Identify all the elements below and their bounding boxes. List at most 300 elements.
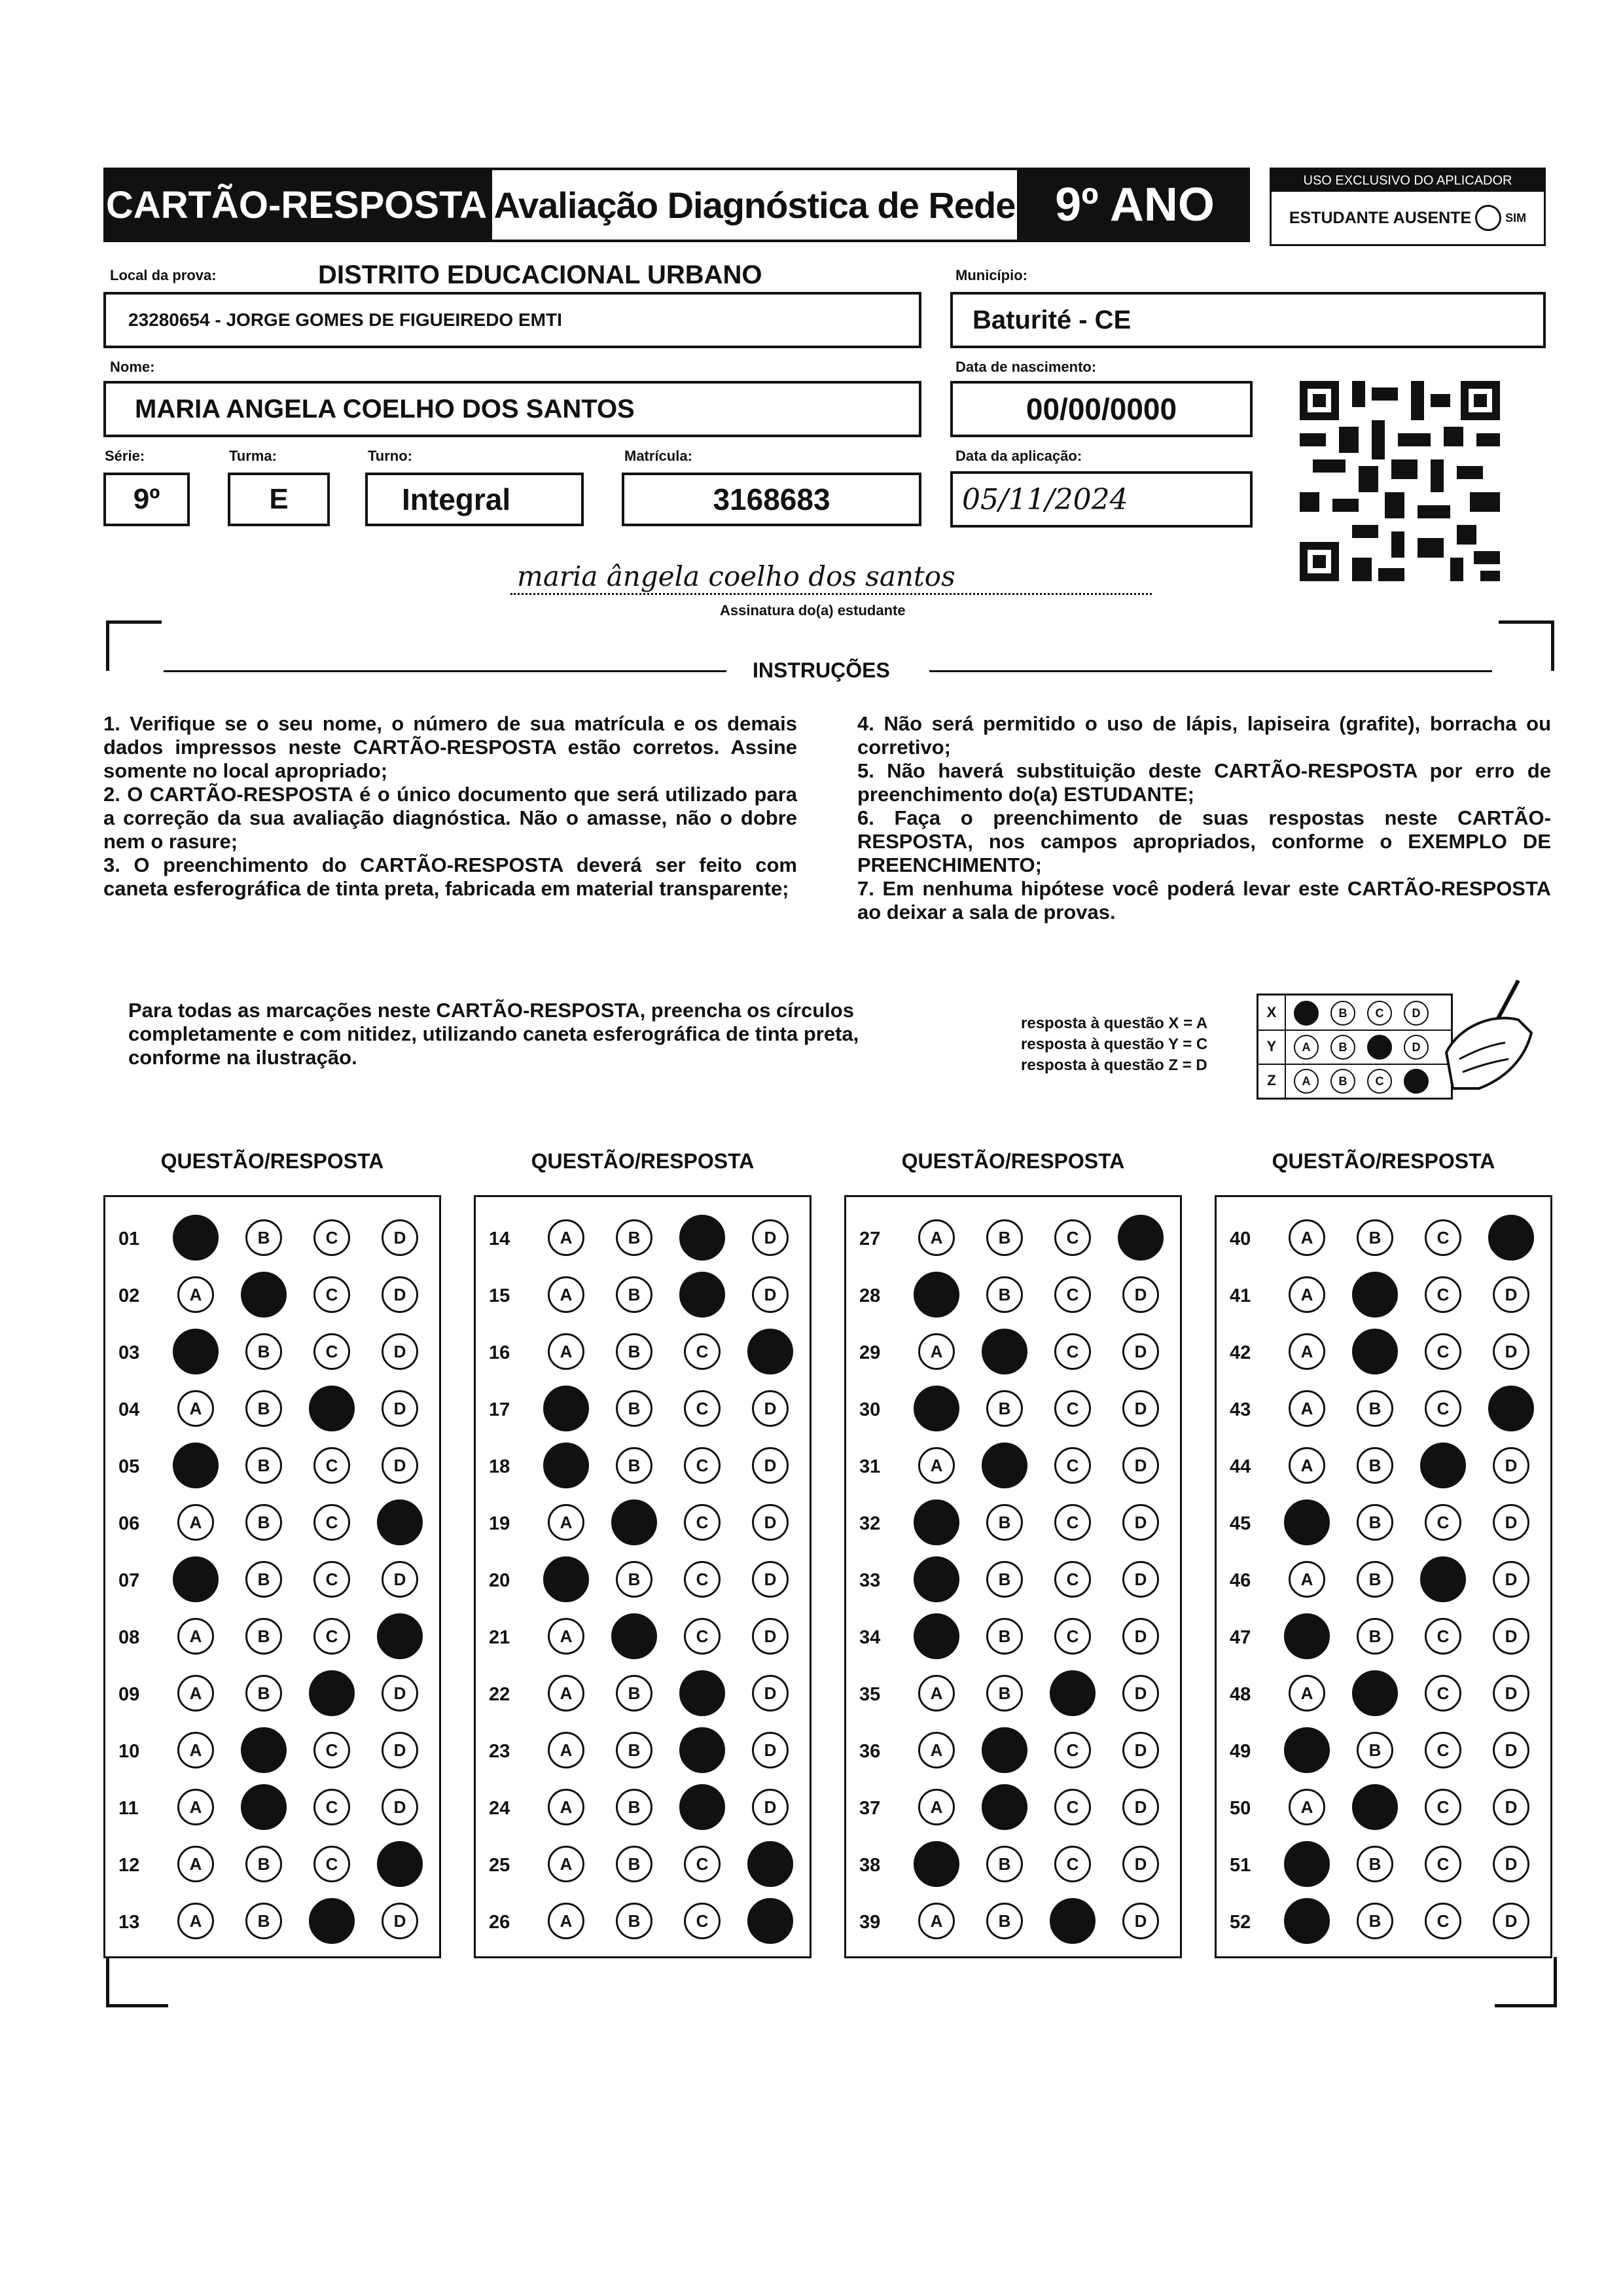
answer-bubble-a[interactable]: A [918,1219,955,1256]
answer-bubble-d[interactable]: D [1493,1561,1529,1598]
answer-bubble-d[interactable]: D [752,1789,789,1825]
answer-bubble-a[interactable]: A [918,1789,955,1825]
answer-bubble-b[interactable]: B [245,1333,282,1370]
answer-bubble-d[interactable]: D [1493,1675,1529,1712]
answer-bubble-d[interactable]: D [382,1789,418,1825]
applicator-box [1270,168,1546,246]
answer-bubble-d[interactable]: D [752,1561,789,1598]
column-header: QUESTÃO/RESPOSTA [901,1149,1125,1173]
answer-bubble-d[interactable]: D [377,1499,423,1545]
answer-bubble-d[interactable]: D [382,1561,418,1598]
answer-bubble-d[interactable]: D [1493,1903,1529,1939]
answer-bubble-b[interactable]: B [1357,1903,1393,1939]
answer-bubble-c[interactable]: C [1425,1219,1461,1256]
question-number: 50 [1230,1798,1251,1819]
answer-bubble-b[interactable]: B [1352,1784,1398,1830]
answer-bubble-c[interactable]: C [684,1846,721,1882]
answer-row [105,1789,439,1828]
answer-bubble-c[interactable]: C [313,1276,350,1313]
answer-bubble-b[interactable]: B [1357,1504,1393,1541]
answer-bubble-d[interactable]: D [1493,1447,1529,1484]
absent-row [1272,192,1544,244]
answer-row [846,1390,1180,1429]
answer-bubble-a[interactable]: A [548,1504,584,1541]
answer-bubble-d[interactable]: D [1122,1846,1159,1882]
answer-bubble-c[interactable]: C [313,1219,350,1256]
question-number: 26 [489,1912,510,1933]
answer-row [1217,1561,1550,1600]
answer-bubble-d[interactable]: D [1493,1504,1529,1541]
answer-bubble-d[interactable]: D [752,1732,789,1768]
answer-bubble-b[interactable]: B [616,1333,652,1370]
answer-bubble-d[interactable]: D [1122,1390,1159,1427]
answer-row [846,1504,1180,1543]
answer-bubble-b[interactable]: B [611,1613,657,1659]
answer-bubble-a[interactable]: A [914,1386,959,1431]
question-number: 02 [118,1285,140,1306]
answer-bubble-b[interactable]: B [986,1504,1023,1541]
answer-bubble-a[interactable]: A [548,1219,584,1256]
answer-bubble-c[interactable]: C [1054,1846,1091,1882]
answer-bubble-b[interactable]: B [616,1276,652,1313]
instructions-rule-left [164,670,726,672]
answer-column-2 [474,1195,812,1958]
answer-bubble-b[interactable]: B [982,1329,1027,1374]
answer-bubble-d[interactable]: D [1493,1789,1529,1825]
answer-bubble-c[interactable]: C [1425,1903,1461,1939]
answer-bubble-a[interactable]: A [177,1789,214,1825]
question-number: 11 [118,1798,139,1819]
answer-bubble-a[interactable]: A [177,1390,214,1427]
answer-row [846,1219,1180,1259]
answer-bubble-a[interactable]: A [1289,1276,1325,1313]
answer-bubble-a[interactable]: A [918,1732,955,1768]
answer-bubble-d[interactable]: D [382,1675,418,1712]
answer-bubble-c[interactable]: C [1054,1732,1091,1768]
answer-bubble-b[interactable]: B [245,1618,282,1655]
question-number: 36 [859,1741,881,1762]
answer-bubble-a[interactable]: A [177,1504,214,1541]
answer-bubble-a[interactable]: A [914,1499,959,1545]
answer-bubble-a[interactable]: A [1284,1613,1330,1659]
question-number: 38 [859,1855,881,1876]
answer-bubble-b[interactable]: B [1352,1670,1398,1716]
answer-bubble-b[interactable]: B [616,1447,652,1484]
answer-bubble-c[interactable]: C [684,1504,721,1541]
answer-bubble-d[interactable]: D [752,1618,789,1655]
answer-bubble-b[interactable]: B [982,1727,1027,1773]
answer-bubble-c[interactable]: C [679,1272,725,1318]
answer-bubble-c[interactable]: C [313,1732,350,1768]
question-number: 34 [859,1627,881,1648]
answer-bubble-b[interactable]: B [616,1789,652,1825]
answer-bubble-a[interactable]: A [173,1329,219,1374]
question-number: 18 [489,1456,510,1477]
question-number: 32 [859,1513,881,1534]
answer-row [846,1618,1180,1657]
answer-bubble-a[interactable]: A [1284,1841,1330,1887]
answer-row [1217,1789,1550,1828]
answer-bubble-d[interactable]: D [752,1276,789,1313]
question-number: 09 [118,1684,140,1705]
answer-bubble-d[interactable]: D [747,1898,793,1944]
pen-hand-illustration [1407,974,1538,1105]
answer-bubble-c[interactable]: C [1425,1732,1461,1768]
answer-bubble-d[interactable]: D [1488,1215,1534,1261]
answer-bubble-c[interactable]: C [1425,1333,1461,1370]
answer-bubble-c[interactable]: C [1054,1390,1091,1427]
answer-bubble-c[interactable]: C [313,1447,350,1484]
answer-bubble-d[interactable]: D [1122,1561,1159,1598]
question-number: 22 [489,1684,510,1705]
answer-bubble-a[interactable]: A [1289,1333,1325,1370]
answer-bubble-a[interactable]: A [548,1846,584,1882]
answer-row [1217,1846,1550,1885]
corner-mark-top-left [106,620,162,671]
question-number: 46 [1230,1570,1251,1591]
answer-row [476,1447,810,1486]
qr-code [1300,381,1500,581]
answer-bubble-a[interactable]: A [548,1276,584,1313]
answer-bubble-d[interactable]: D [1118,1215,1164,1261]
answer-row [105,1561,439,1600]
answer-bubble-b[interactable]: B [1357,1390,1393,1427]
answer-bubble-c[interactable]: C [309,1670,355,1716]
answer-bubble-d[interactable]: D [1122,1903,1159,1939]
answer-bubble-a[interactable]: A [1289,1219,1325,1256]
example-bubble-a: A [1294,1001,1319,1026]
answer-bubble-d[interactable]: D [752,1219,789,1256]
answer-bubble-c[interactable]: C [1425,1618,1461,1655]
answer-bubble-a[interactable]: A [173,1443,219,1488]
answer-bubble-b[interactable]: B [245,1219,282,1256]
answer-bubble-b[interactable]: B [616,1846,652,1882]
answer-bubble-b[interactable]: B [611,1499,657,1545]
answer-bubble-a[interactable]: A [543,1443,589,1488]
answer-row [105,1846,439,1885]
answer-bubble-b[interactable]: B [616,1903,652,1939]
answer-bubble-c[interactable]: C [1425,1846,1461,1882]
answer-bubble-c[interactable]: C [1050,1898,1096,1944]
answer-bubble-b[interactable]: B [986,1561,1023,1598]
answer-row [846,1903,1180,1942]
answer-bubble-a[interactable]: A [1284,1898,1330,1944]
matricula-field: 3168683 [622,473,921,526]
answer-bubble-b[interactable]: B [1357,1561,1393,1598]
answer-bubble-c[interactable]: C [313,1561,350,1598]
answer-bubble-c[interactable]: C [1425,1276,1461,1313]
answer-row [1217,1675,1550,1714]
answer-bubble-a[interactable]: A [177,1846,214,1882]
answer-bubble-a[interactable]: A [173,1215,219,1261]
answer-bubble-a[interactable]: A [177,1903,214,1939]
answer-bubble-b[interactable]: B [986,1903,1023,1939]
answer-bubble-c[interactable]: C [313,1618,350,1655]
answer-bubble-d[interactable]: D [382,1447,418,1484]
answer-bubble-c[interactable]: C [684,1561,721,1598]
answer-bubble-d[interactable]: D [382,1276,418,1313]
answer-bubble-d[interactable]: D [1488,1386,1534,1431]
answer-bubble-b[interactable]: B [1357,1219,1393,1256]
answer-bubble-d[interactable]: D [1493,1618,1529,1655]
answer-bubble-d[interactable]: D [1122,1789,1159,1825]
answer-bubble-d[interactable]: D [1122,1504,1159,1541]
answer-bubble-c[interactable]: C [1054,1219,1091,1256]
answer-row [476,1504,810,1543]
answer-bubble-b[interactable]: B [616,1732,652,1768]
answer-bubble-d[interactable]: D [377,1613,423,1659]
answer-bubble-a[interactable]: A [548,1903,584,1939]
answer-bubble-b[interactable]: B [241,1272,287,1318]
answer-bubble-a[interactable]: A [548,1789,584,1825]
nasc-field: 00/00/0000 [950,381,1253,437]
question-number: 24 [489,1798,510,1819]
answer-bubble-c[interactable]: C [1420,1443,1466,1488]
answer-bubble-b[interactable]: B [1357,1618,1393,1655]
example-question-label: Y [1258,1030,1286,1064]
question-number: 37 [859,1798,881,1819]
answer-bubble-a[interactable]: A [918,1447,955,1484]
answer-bubble-a[interactable]: A [914,1841,959,1887]
answer-row [1217,1447,1550,1486]
answer-bubble-c[interactable]: C [684,1333,721,1370]
answer-bubble-c[interactable]: C [309,1386,355,1431]
question-number: 45 [1230,1513,1251,1534]
answer-bubble-c[interactable]: C [1050,1670,1096,1716]
corner-mark-top-right [1499,620,1554,671]
answer-bubble-b[interactable]: B [986,1390,1023,1427]
local-label: Local da prova: [110,267,217,283]
answer-bubble-b[interactable]: B [986,1675,1023,1712]
answer-bubble-c[interactable]: C [309,1898,355,1944]
answer-bubble-b[interactable]: B [986,1846,1023,1882]
answer-bubble-a[interactable]: A [1289,1390,1325,1427]
question-number: 40 [1230,1229,1251,1249]
answer-bubble-a[interactable]: A [548,1675,584,1712]
answer-bubble-a[interactable]: A [548,1732,584,1768]
example-bubble-b: B [1330,1069,1355,1094]
answer-bubble-c[interactable]: C [684,1390,721,1427]
answer-bubble-d[interactable]: D [1493,1333,1529,1370]
answer-bubble-a[interactable]: A [177,1675,214,1712]
answer-bubble-a[interactable]: A [173,1556,219,1602]
answer-bubble-d[interactable]: D [1122,1447,1159,1484]
answer-bubble-c[interactable]: C [684,1618,721,1655]
answer-bubble-c[interactable]: C [1425,1504,1461,1541]
answer-bubble-b[interactable]: B [245,1675,282,1712]
answer-bubble-a[interactable]: A [177,1618,214,1655]
answer-bubble-d[interactable]: D [382,1732,418,1768]
answer-bubble-c[interactable]: C [313,1789,350,1825]
answer-bubble-b[interactable]: B [616,1675,652,1712]
example-bubble-c: C [1367,1035,1392,1060]
question-number: 20 [489,1570,510,1591]
example-bubble-a: A [1294,1035,1319,1060]
answer-row [476,1618,810,1657]
answer-column-4 [1215,1195,1552,1958]
answer-bubble-c[interactable]: C [1054,1561,1091,1598]
answer-bubble-a[interactable]: A [1289,1447,1325,1484]
answer-bubble-a[interactable]: A [548,1618,584,1655]
matricula-label: Matrícula: [624,448,692,464]
answer-bubble-d[interactable]: D [1493,1732,1529,1768]
question-number: 01 [118,1229,140,1249]
answer-bubble-b[interactable]: B [1352,1329,1398,1374]
instructions-right [857,712,1551,924]
answer-bubble-a[interactable]: A [543,1386,589,1431]
instructions-left [103,712,797,901]
answer-bubble-a[interactable]: A [914,1272,959,1318]
example-question-label: X [1258,996,1286,1030]
instruction-1: 1. Verifique se o seu nome, o número de sua matrícula e os demais dados impressos neste CARTÃO-RESPOSTA estão corretos. Assine somente no local apropriado; [103,712,797,782]
answer-bubble-b[interactable]: B [241,1727,287,1773]
answer-row [1217,1276,1550,1316]
question-number: 31 [859,1456,881,1477]
question-number: 47 [1230,1627,1251,1648]
answer-bubble-d[interactable]: D [752,1675,789,1712]
answer-bubble-c[interactable]: C [313,1504,350,1541]
answer-bubble-b[interactable]: B [982,1443,1027,1488]
answer-row [105,1732,439,1771]
corner-mark-bottom-left [106,1957,168,2007]
example-bubble-c: C [1367,1069,1392,1094]
answer-bubble-c[interactable]: C [1425,1789,1461,1825]
question-number: 51 [1230,1855,1251,1876]
answer-bubble-b[interactable]: B [245,1561,282,1598]
answer-bubble-b[interactable]: B [616,1390,652,1427]
aplic-field: 05/11/2024 [950,471,1253,528]
answer-bubble-c[interactable]: C [1054,1333,1091,1370]
answer-row [476,1903,810,1942]
instruction-7: 7. Em nenhuma hipótese você poderá levar este CARTÃO-RESPOSTA ao deixar a sala de provas. [857,877,1551,924]
answer-bubble-c[interactable]: C [1054,1447,1091,1484]
answer-bubble-c[interactable]: C [1425,1675,1461,1712]
answer-bubble-b[interactable]: B [245,1903,282,1939]
answer-bubble-d[interactable]: D [1493,1276,1529,1313]
signature-label: Assinatura do(a) estudante [720,602,906,619]
aplic-label: Data da aplicação: [955,448,1082,464]
answer-bubble-b[interactable]: B [245,1447,282,1484]
header-grade: 9º ANO [1020,168,1250,242]
answer-row [476,1390,810,1429]
answer-bubble-d[interactable]: D [1122,1732,1159,1768]
answer-bubble-a[interactable]: A [177,1276,214,1313]
answer-bubble-b[interactable]: B [616,1219,652,1256]
answer-bubble-d[interactable]: D [1122,1618,1159,1655]
answer-bubble-d[interactable]: D [377,1841,423,1887]
column-header: QUESTÃO/RESPOSTA [1272,1149,1495,1173]
answer-bubble-b[interactable]: B [245,1846,282,1882]
example-bubble-d: D [1404,1001,1429,1026]
answer-bubble-c[interactable]: C [1420,1556,1466,1602]
answer-bubble-b[interactable]: B [1357,1447,1393,1484]
answer-bubble-d[interactable]: D [382,1390,418,1427]
question-number: 39 [859,1912,881,1933]
question-number: 33 [859,1570,881,1591]
answer-bubble-d[interactable]: D [382,1333,418,1370]
answer-bubble-d[interactable]: D [1122,1675,1159,1712]
answer-bubble-b[interactable]: B [616,1561,652,1598]
answer-row [1217,1618,1550,1657]
question-number: 43 [1230,1399,1251,1420]
answer-bubble-b[interactable]: B [982,1784,1027,1830]
answer-bubble-a[interactable]: A [914,1556,959,1602]
answer-bubble-d[interactable]: D [1122,1276,1159,1313]
answer-bubble-a[interactable]: A [918,1903,955,1939]
answer-bubble-c[interactable]: C [679,1215,725,1261]
answer-bubble-c[interactable]: C [679,1670,725,1716]
answer-bubble-a[interactable]: A [543,1556,589,1602]
answer-bubble-a[interactable]: A [1289,1675,1325,1712]
answer-bubble-a[interactable]: A [1289,1561,1325,1598]
answer-bubble-d[interactable]: D [1493,1846,1529,1882]
answer-bubble-a[interactable]: A [1289,1789,1325,1825]
turno-field: Integral [365,473,584,526]
question-number: 07 [118,1570,140,1591]
answer-bubble-d[interactable]: D [752,1447,789,1484]
answer-bubble-b[interactable]: B [1357,1846,1393,1882]
answer-bubble-b[interactable]: B [245,1390,282,1427]
answer-bubble-b[interactable]: B [245,1504,282,1541]
answer-bubble-c[interactable]: C [1054,1276,1091,1313]
answer-bubble-b[interactable]: B [986,1219,1023,1256]
answer-bubble-b[interactable]: B [986,1276,1023,1313]
answer-bubble-b[interactable]: B [986,1618,1023,1655]
answer-bubble-a[interactable]: A [177,1732,214,1768]
answer-column-3 [844,1195,1182,1958]
answer-bubble-b[interactable]: B [1352,1272,1398,1318]
question-number: 28 [859,1285,881,1306]
answer-bubble-a[interactable]: A [1284,1727,1330,1773]
answer-bubble-d[interactable]: D [752,1390,789,1427]
answer-bubble-c[interactable]: C [1425,1390,1461,1427]
answer-bubble-b[interactable]: B [241,1784,287,1830]
answer-bubble-a[interactable]: A [914,1613,959,1659]
answer-bubble-d[interactable]: D [752,1504,789,1541]
answer-row [105,1618,439,1657]
answer-bubble-a[interactable]: A [918,1333,955,1370]
answer-bubble-c[interactable]: C [1054,1504,1091,1541]
answer-bubble-c[interactable]: C [684,1447,721,1484]
question-number: 35 [859,1684,881,1705]
answer-bubble-c[interactable]: C [313,1333,350,1370]
answer-bubble-d[interactable]: D [747,1841,793,1887]
answer-bubble-c[interactable]: C [679,1727,725,1773]
answer-bubble-d[interactable]: D [747,1329,793,1374]
answer-bubble-c[interactable]: C [1054,1618,1091,1655]
answer-row [846,1561,1180,1600]
answer-bubble-d[interactable]: D [1122,1333,1159,1370]
example-bubble-d: D [1404,1035,1429,1060]
answer-bubble-c[interactable]: C [684,1903,721,1939]
question-number: 19 [489,1513,510,1534]
answer-row [1217,1390,1550,1429]
answer-bubble-d[interactable]: D [382,1903,418,1939]
answer-bubble-d[interactable]: D [382,1219,418,1256]
answer-bubble-b[interactable]: B [1357,1732,1393,1768]
question-number: 21 [489,1627,510,1648]
answer-bubble-a[interactable]: A [1284,1499,1330,1545]
answer-bubble-c[interactable]: C [313,1846,350,1882]
answer-bubble-a[interactable]: A [548,1333,584,1370]
answer-bubble-a[interactable]: A [918,1675,955,1712]
turma-label: Turma: [229,448,277,464]
absent-checkbox[interactable] [1475,205,1501,231]
answer-bubble-c[interactable]: C [1054,1789,1091,1825]
header-title-left: CARTÃO-RESPOSTA [103,168,490,242]
applicator-label: USO EXCLUSIVO DO APLICADOR [1272,170,1544,192]
answer-bubble-c[interactable]: C [679,1784,725,1830]
